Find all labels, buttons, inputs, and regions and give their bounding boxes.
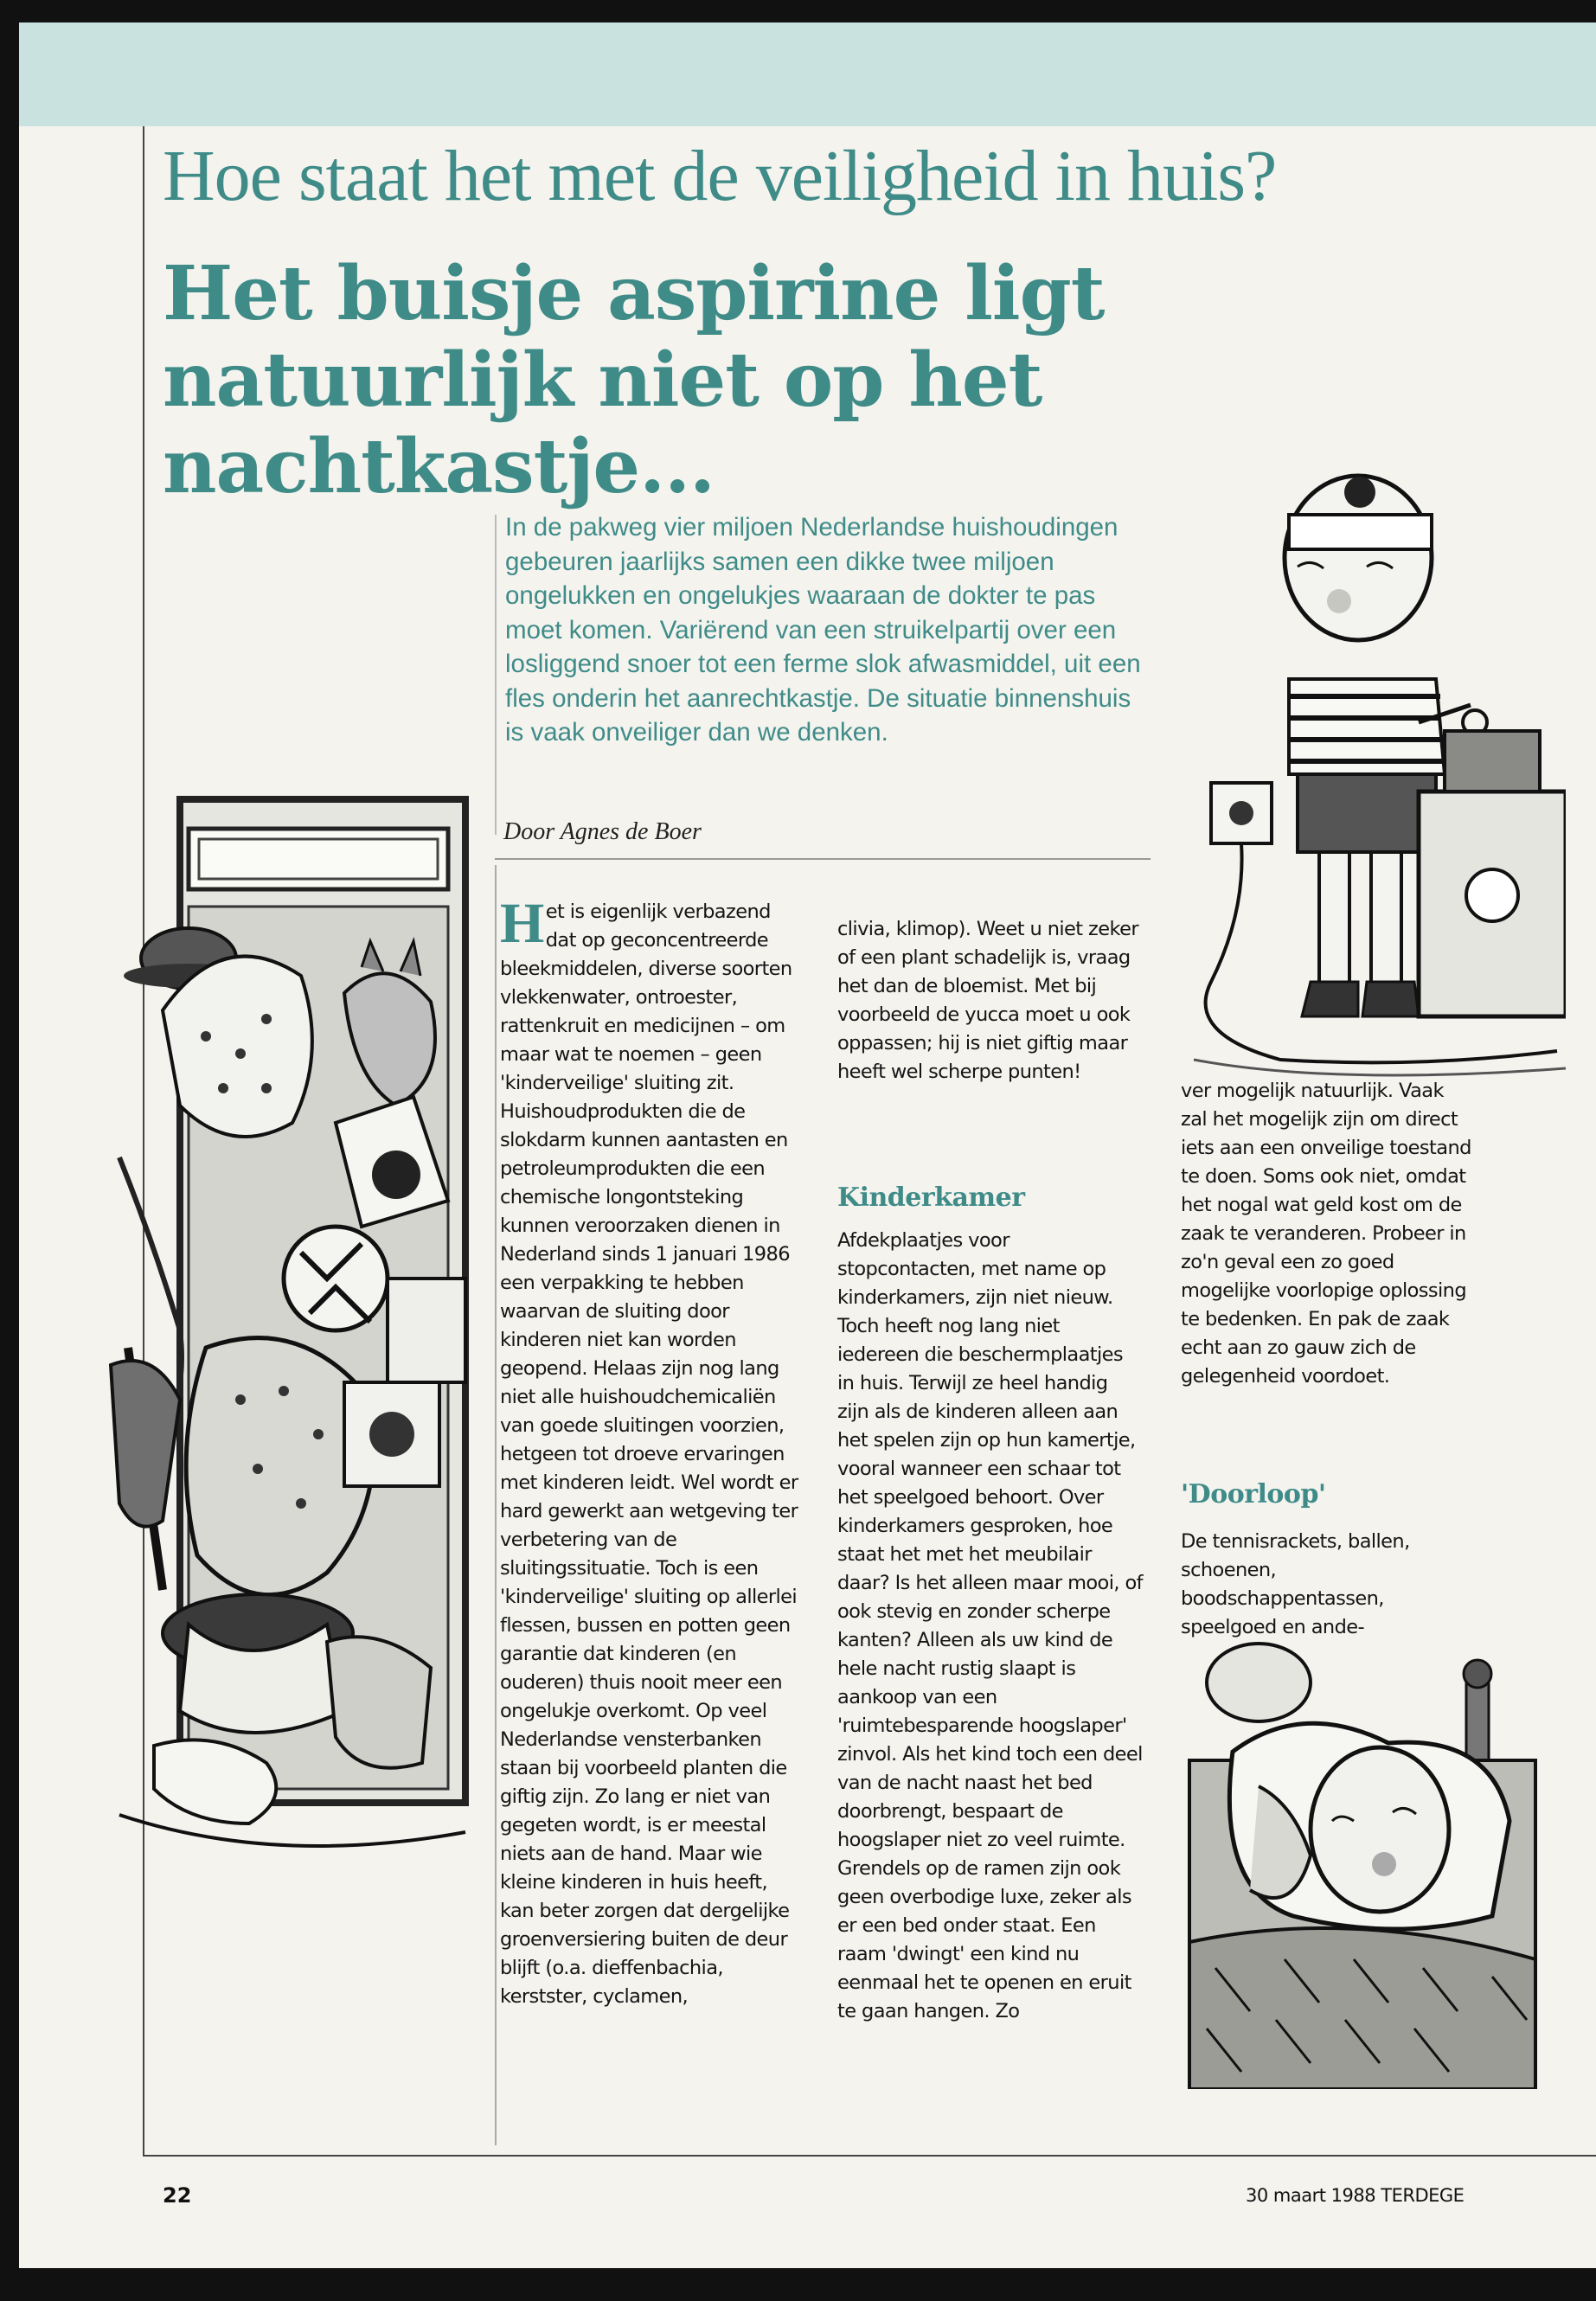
byline-divider — [495, 858, 1151, 860]
body-column-3b: De tennisrackets, ballen, schoenen, boodschappentassen, speelgoed en ande- — [1181, 1530, 1410, 1638]
body-column-2a: clivia, klimop). Weet u niet zeker of een plant schadelijk is, vraag het dan de bloemist. Met bij voorbeeld de yucca moet u ook oppassen; hij is niet giftig maar heeft wel scherpe punten! — [837, 918, 1139, 1083]
scan-edge-bottom — [0, 2268, 1596, 2301]
page-number: 22 — [163, 2183, 192, 2208]
boy-with-scissors-illustration — [1159, 463, 1566, 1094]
article-headline: Het buisje aspirine ligt natuurlijk niet op het nachtkastje... — [163, 250, 1105, 510]
drop-cap: H — [500, 892, 544, 955]
body-column-1 — [500, 892, 803, 2011]
body-column-2b: Afdekplaatjes voor stopcontacten, met name op kinderkamers, zijn niet nieuw. Toch heeft nog lang niet iedereen die beschermplaatjes in huis. Terwijl ze heel handig zijn als de kinderen alleen aan het spelen zijn op hun kamertje, vooral wanneer een schaar tot het speelgoed behoort. Over kinderkamers gesproken, hoe staat het met het meubilair daar? Is het alleen maar mooi, of ook stevig en zonder scherpe kanten? Alleen als uw kind de hele nacht rustig slaapt is aankoop van een 'ruimtebesparende hoogslaper' zinvol. Als het kind toch een deel van de nacht naast het bed doorbrengt, bespaart de hoogslaper niet zo veel ruimte. Grendels op de ramen zijn ook geen overbodige luxe, zeker als er een bed onder staat. Een raam 'dwingt' een kind nu eenmaal het te openen en eruit te gaan hangen. Zo — [837, 1229, 1143, 2022]
intro-rule — [495, 515, 497, 835]
article-kicker: Hoe staat het met de veiligheid in huis? — [163, 136, 1277, 216]
subhead-kinderkamer: Kinderkamer — [837, 1183, 1025, 1213]
scan-edge-top — [0, 0, 1596, 22]
header-band — [19, 22, 1596, 126]
column-1-text: et is eigenlijk verbazend dat op geconcentreerde bleekmiddelen, diverse soorten vlekkenwater, ontroester, rattenkruit en medicijnen – om maar wat te noemen – geen 'kinderveilige' sluiting zit. Huishoudprodukten die de slokdarm kunnen aantasten en petroleumprodukten die een chemische longontsteking kunnen veroorzaken dienen in Nederland sinds 1 januari 1986 een verpakking te hebben waarvan de sluiting door kinderen niet kan worden geopend. Helaas zijn nog lang niet alle huishoudchemicaliën van goede sluitingen voorzien, hetgeen tot droeve ervaringen met kinderen leidt. Wel wordt er hard gewerkt aan wetgeving ter verbetering van de sluitingssituatie. Toch is een 'kinderveilige' sluiting op allerlei flessen, bussen en potten geen garantie dat kinderen (en ouderen) thuis nooit meer een ongelukje overkomt. Op veel Nederlandse vensterbanken staan bij voorbeeld planten die giftig zijn. Zo lang er niet van gegeten wordt, is er meestal niets aan de hand. Maar wie kleine kinderen in huis heeft, kan beter zorgen dat dergelijke groenversiering buiten de deur blijft (o.a. dieffenbachia, kerstster, cyclamen, — [500, 901, 798, 2008]
body-column-3a: ver mogelijk natuurlijk. Vaak zal het mogelijk zijn om direct iets aan een onveilige toestand te doen. Soms ook niet, omdat het nogal wat geld kost om de zaak te veranderen. Probeer in zo'n geval een zo goed mogelijke voorlopige oplossing te bedenken. En pak de zaak echt aan zo gauw zich de gelegenheid voordoet. — [1181, 1080, 1471, 1388]
child-in-bed-illustration — [1181, 1631, 1544, 2089]
article-intro: In de pakweg vier miljoen Nederlandse huishoudingen gebeuren jaarlijks samen een dikke twee miljoen ongelukken en ongelukjes waaraan de dokter te pas moet komen. Variërend van een struikelpartij over een losliggend snoer tot een ferme slok afwasmiddel, uit een fles onderin het aanrechtkastje. De situatie binnenshuis is vaak onveiliger dan we denken. — [505, 513, 1141, 747]
column-divider — [495, 865, 497, 2145]
scan-edge-left — [0, 0, 19, 2301]
byline: Door Agnes de Boer — [503, 818, 702, 845]
subhead-doorloop: 'Doorloop' — [1181, 1479, 1326, 1509]
issue-date: 30 maart 1988 TERDEGE — [1246, 2185, 1465, 2206]
cluttered-door-illustration — [102, 794, 483, 1936]
